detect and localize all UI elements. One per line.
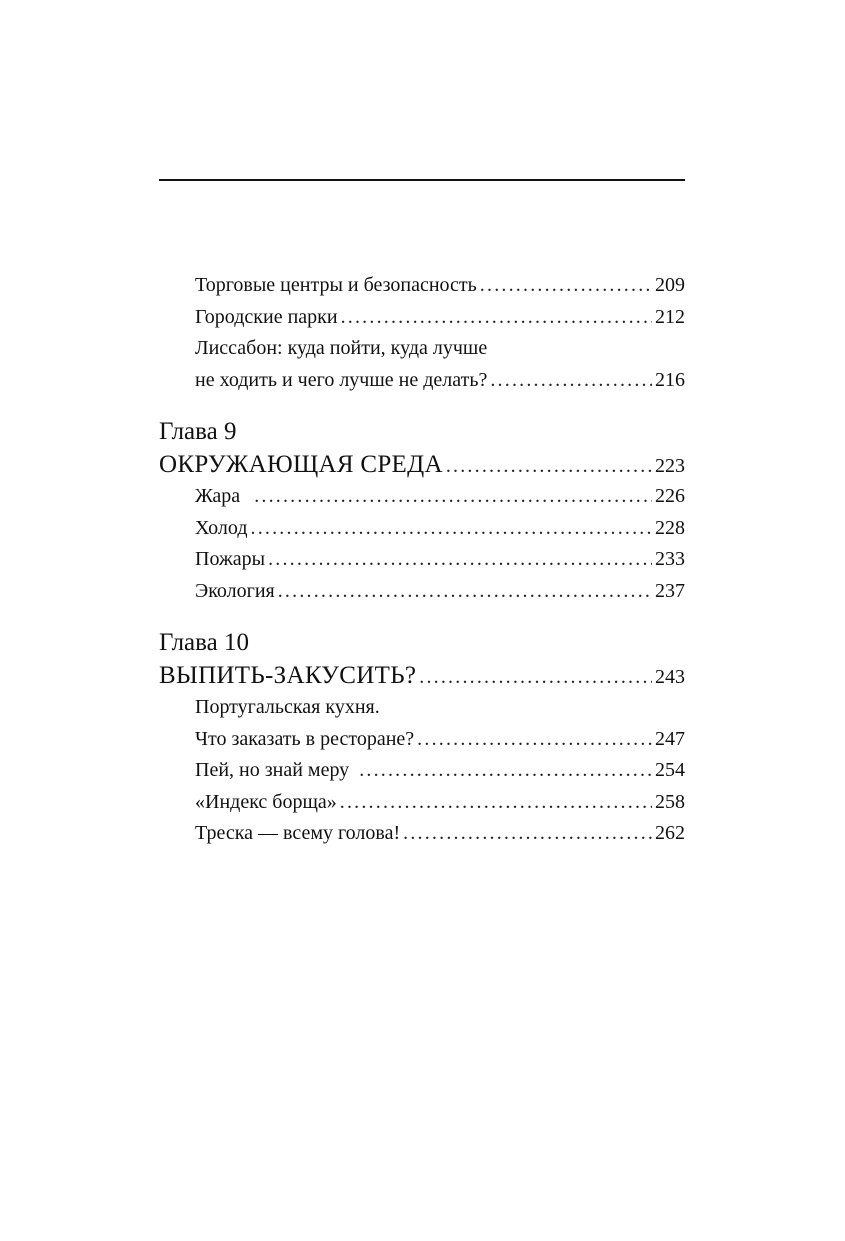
toc-entry-page: 247 xyxy=(655,727,685,750)
toc-entry[interactable] xyxy=(159,755,685,787)
chapter-title: ОКРУЖАЮЩАЯ СРЕДА xyxy=(159,451,443,478)
chapter-label: Глава 9 xyxy=(159,418,237,445)
top-rule-divider xyxy=(159,179,685,181)
toc-entry-title: Лиссабон: куда пойти, куда лучше xyxy=(195,337,488,359)
chapter-10 xyxy=(159,626,685,850)
toc-entry-title: Что заказать в ресторане? xyxy=(195,727,415,750)
toc-entry-page: 228 xyxy=(655,516,685,539)
table-of-contents xyxy=(159,270,685,850)
dot-leader xyxy=(490,365,652,397)
chapter-page: 243 xyxy=(655,666,685,688)
toc-entry-page: 233 xyxy=(655,548,685,570)
dot-leader xyxy=(419,661,652,694)
dot-leader xyxy=(340,787,652,819)
toc-entry[interactable] xyxy=(159,724,685,756)
toc-entry[interactable] xyxy=(159,787,685,819)
toc-entry-title: Экология xyxy=(195,579,275,602)
dot-leader xyxy=(268,544,652,576)
toc-entry-page: 262 xyxy=(655,822,685,844)
toc-entry-title: Пожары xyxy=(195,548,266,570)
toc-entry-title: Жара xyxy=(195,485,241,507)
toc-entry-page: 258 xyxy=(655,790,685,813)
toc-entry[interactable] xyxy=(159,270,685,302)
toc-entry-title: Португальская кухня. xyxy=(195,696,380,718)
dot-leader xyxy=(251,513,653,545)
toc-entry-page: 226 xyxy=(655,485,685,507)
toc-entry-page: 212 xyxy=(655,305,685,328)
dot-leader xyxy=(417,724,652,756)
toc-section-continued xyxy=(159,270,685,396)
toc-entry-page: 237 xyxy=(655,579,685,602)
chapter-label: Глава 10 xyxy=(159,629,249,656)
toc-entry-title: Холод xyxy=(195,516,248,539)
chapter-9 xyxy=(159,415,685,607)
toc-entry[interactable] xyxy=(159,333,685,365)
chapter-title-entry[interactable] xyxy=(159,659,685,692)
dot-leader xyxy=(403,818,652,850)
toc-entry-title: Городские парки xyxy=(195,305,338,328)
toc-entry-title: Пей, но знай меру xyxy=(195,759,350,781)
toc-entry-title: Треска — всему голова! xyxy=(195,822,401,844)
toc-entry[interactable] xyxy=(159,818,685,850)
toc-entry-title: не ходить и чего лучше не делать? xyxy=(195,368,488,391)
toc-entry-title: «Индекс борща» xyxy=(195,790,337,813)
toc-entry[interactable] xyxy=(159,576,685,608)
chapter-title-entry[interactable] xyxy=(159,448,685,481)
dot-leader xyxy=(278,576,652,608)
toc-entry[interactable] xyxy=(159,365,685,397)
dot-leader xyxy=(446,450,652,483)
dot-leader xyxy=(480,270,652,302)
dot-leader xyxy=(341,302,652,334)
toc-entry-page: 209 xyxy=(655,274,685,296)
toc-entry[interactable] xyxy=(159,481,685,513)
dot-leader xyxy=(359,755,652,787)
dot-leader xyxy=(254,481,652,513)
toc-entry-page: 216 xyxy=(655,368,685,391)
toc-entry-page: 254 xyxy=(655,759,685,781)
toc-entry[interactable] xyxy=(159,513,685,545)
toc-entry-title: Торговые центры и безопасность xyxy=(195,274,477,296)
toc-entry[interactable] xyxy=(159,692,685,724)
toc-entry[interactable] xyxy=(159,302,685,334)
toc-entry[interactable] xyxy=(159,544,685,576)
chapter-page: 223 xyxy=(655,455,685,477)
chapter-title: ВЫПИТЬ-ЗАКУСИТЬ? xyxy=(159,662,417,689)
